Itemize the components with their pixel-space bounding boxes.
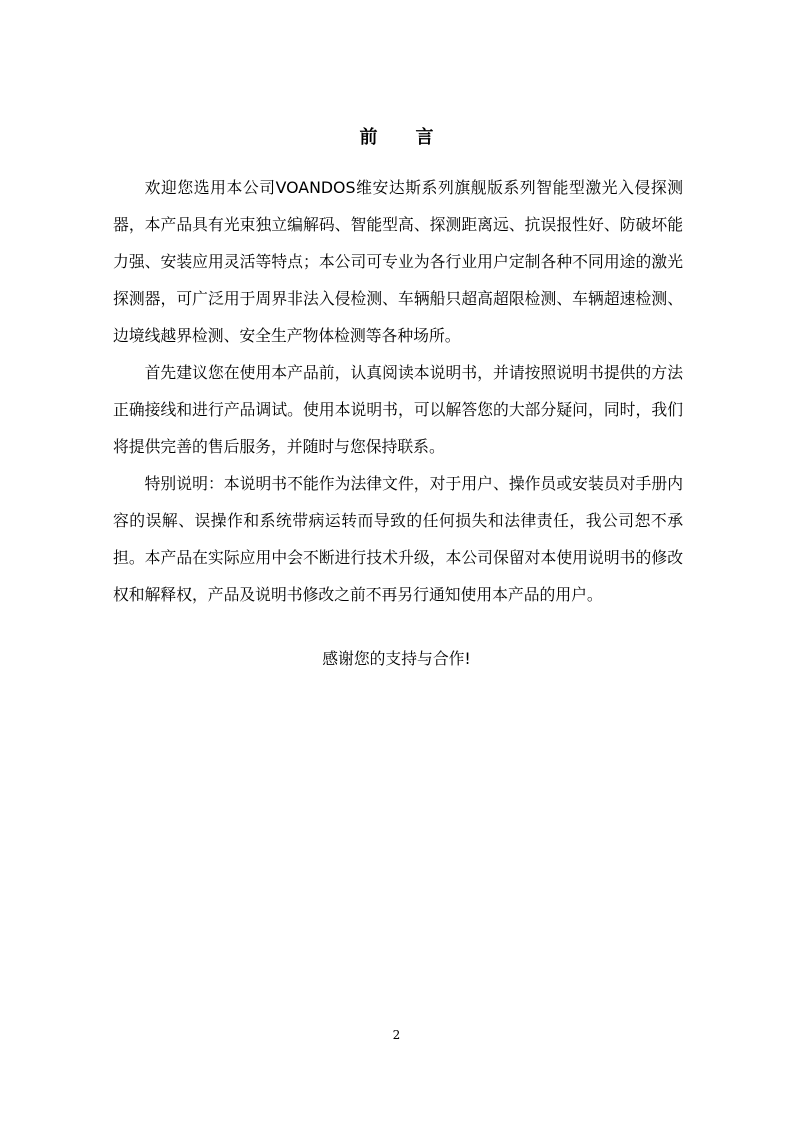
page-number: 2 <box>392 1028 401 1042</box>
intro-paragraph: 欢迎您选用本公司VOANDOS维安达斯系列旗舰版系列智能型激光入侵探测器，本产品具有光束独立编解码、智能型高、探测距离远、抗误报性好、防破坏能力强、安装应用灵活等特点；本公司可专业为各行业用户定制各种不同用途的激光探测器，可广泛用于周界非法入侵检测、车辆船只超高超限检测、车辆超速检测、边境线越界检测、安全生产物体检测等各种场所。 <box>113 178 683 345</box>
page-title: 前言 <box>359 127 472 148</box>
usage-advice-paragraph: 首先建议您在使用本产品前，认真阅读本说明书，并请按照说明书提供的方法正确接线和进行产品调试。使用本说明书，可以解答您的大部分疑问，同时，我们将提供完善的售后服务，并随时与您保持联系。 <box>113 363 683 456</box>
special-notice-paragraph: 特别说明：本说明书不能作为法律文件，对于用户、操作员或安装员对手册内容的误解、误操作和系统带病运转而导致的任何损失和法律责任，我公司恕不承担。本产品在实际应用中会不断进行技术升级，本公司保留对本使用说明书的修改权和解释权，产品及说明书修改之前不再另行通知使用本产品的用户。 <box>113 474 683 604</box>
closing-thanks: 感谢您的支持与合作! <box>322 649 471 668</box>
document-body <box>113 169 683 613</box>
